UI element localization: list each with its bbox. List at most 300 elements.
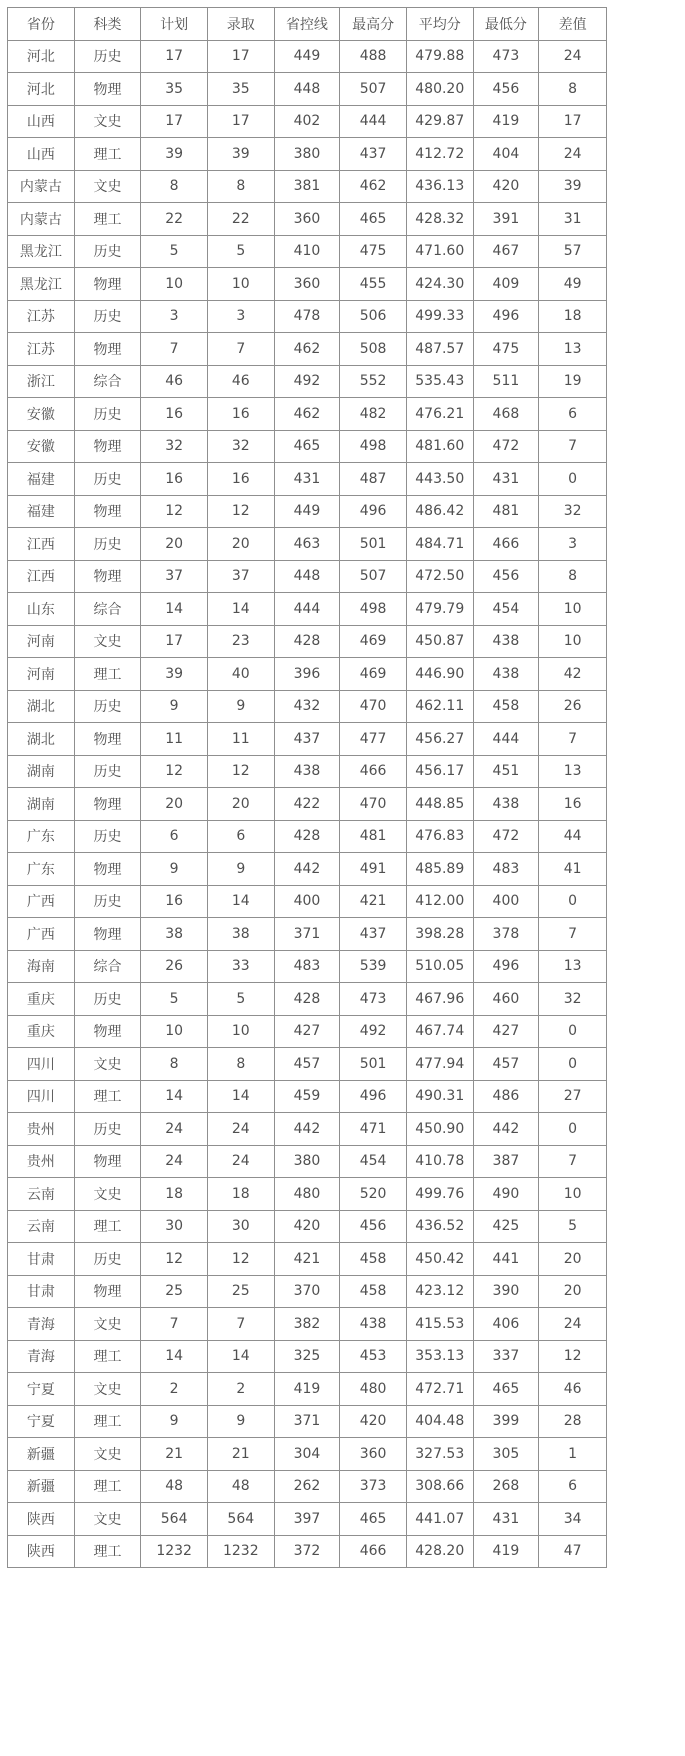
cell-max-score: 477 [340, 723, 407, 756]
cell-subject: 物理 [74, 430, 141, 463]
table-row [8, 1438, 607, 1471]
cell-admitted: 37 [207, 560, 274, 593]
cell-province: 山西 [8, 138, 75, 171]
cell-control-line: 437 [274, 723, 340, 756]
cell-control-line: 492 [274, 365, 340, 398]
cell-province: 四川 [8, 1048, 75, 1081]
cell-difference: 39 [539, 170, 607, 203]
cell-avg-score: 443.50 [406, 463, 473, 496]
cell-difference: 27 [539, 1080, 607, 1113]
table-row [8, 528, 607, 561]
cell-max-score: 491 [340, 853, 407, 886]
cell-control-line: 304 [274, 1438, 340, 1471]
cell-avg-score: 429.87 [406, 105, 473, 138]
cell-subject: 物理 [74, 268, 141, 301]
cell-admitted: 17 [207, 105, 274, 138]
cell-difference: 13 [539, 755, 607, 788]
cell-control-line: 462 [274, 398, 340, 431]
header-province: 省份 [8, 8, 75, 41]
cell-max-score: 507 [340, 560, 407, 593]
cell-control-line: 422 [274, 788, 340, 821]
cell-control-line: 428 [274, 983, 340, 1016]
cell-plan: 22 [141, 203, 208, 236]
cell-control-line: 420 [274, 1210, 340, 1243]
header-plan: 计划 [141, 8, 208, 41]
cell-plan: 17 [141, 40, 208, 73]
cell-admitted: 7 [207, 333, 274, 366]
cell-avg-score: 450.42 [406, 1243, 473, 1276]
cell-avg-score: 412.00 [406, 885, 473, 918]
cell-province: 安徽 [8, 430, 75, 463]
cell-difference: 6 [539, 1470, 607, 1503]
cell-admitted: 9 [207, 690, 274, 723]
cell-province: 贵州 [8, 1113, 75, 1146]
cell-control-line: 428 [274, 820, 340, 853]
cell-plan: 32 [141, 430, 208, 463]
cell-min-score: 472 [473, 430, 539, 463]
cell-control-line: 400 [274, 885, 340, 918]
cell-admitted: 21 [207, 1438, 274, 1471]
cell-min-score: 481 [473, 495, 539, 528]
admission-score-table [7, 7, 607, 1568]
table-row [8, 1373, 607, 1406]
cell-subject: 物理 [74, 560, 141, 593]
cell-plan: 48 [141, 1470, 208, 1503]
cell-min-score: 399 [473, 1405, 539, 1438]
cell-min-score: 458 [473, 690, 539, 723]
cell-max-score: 465 [340, 1503, 407, 1536]
cell-control-line: 372 [274, 1535, 340, 1568]
cell-subject: 历史 [74, 983, 141, 1016]
cell-subject: 历史 [74, 40, 141, 73]
cell-province: 安徽 [8, 398, 75, 431]
cell-max-score: 498 [340, 593, 407, 626]
cell-subject: 文史 [74, 1308, 141, 1341]
cell-plan: 10 [141, 268, 208, 301]
cell-province: 甘肃 [8, 1275, 75, 1308]
table-row [8, 723, 607, 756]
cell-province: 广西 [8, 918, 75, 951]
cell-subject: 文史 [74, 170, 141, 203]
cell-subject: 文史 [74, 1438, 141, 1471]
cell-province: 宁夏 [8, 1405, 75, 1438]
cell-control-line: 402 [274, 105, 340, 138]
cell-avg-score: 308.66 [406, 1470, 473, 1503]
cell-plan: 11 [141, 723, 208, 756]
cell-min-score: 419 [473, 1535, 539, 1568]
cell-max-score: 444 [340, 105, 407, 138]
cell-max-score: 508 [340, 333, 407, 366]
cell-admitted: 14 [207, 593, 274, 626]
table-row [8, 235, 607, 268]
cell-admitted: 18 [207, 1178, 274, 1211]
cell-min-score: 337 [473, 1340, 539, 1373]
cell-province: 海南 [8, 950, 75, 983]
cell-avg-score: 441.07 [406, 1503, 473, 1536]
cell-subject: 物理 [74, 495, 141, 528]
cell-max-score: 501 [340, 528, 407, 561]
cell-admitted: 30 [207, 1210, 274, 1243]
table-row [8, 365, 607, 398]
cell-min-score: 444 [473, 723, 539, 756]
cell-plan: 18 [141, 1178, 208, 1211]
cell-max-score: 470 [340, 788, 407, 821]
cell-avg-score: 499.33 [406, 300, 473, 333]
cell-avg-score: 423.12 [406, 1275, 473, 1308]
cell-plan: 3 [141, 300, 208, 333]
cell-province: 河南 [8, 658, 75, 691]
cell-province: 广东 [8, 853, 75, 886]
cell-control-line: 397 [274, 1503, 340, 1536]
cell-admitted: 24 [207, 1113, 274, 1146]
cell-plan: 2 [141, 1373, 208, 1406]
cell-subject: 物理 [74, 1275, 141, 1308]
cell-difference: 3 [539, 528, 607, 561]
cell-max-score: 469 [340, 658, 407, 691]
cell-admitted: 17 [207, 40, 274, 73]
cell-plan: 35 [141, 73, 208, 106]
cell-difference: 10 [539, 593, 607, 626]
cell-subject: 历史 [74, 463, 141, 496]
cell-admitted: 1232 [207, 1535, 274, 1568]
cell-subject: 理工 [74, 1210, 141, 1243]
cell-plan: 39 [141, 138, 208, 171]
cell-avg-score: 424.30 [406, 268, 473, 301]
cell-max-score: 438 [340, 1308, 407, 1341]
cell-admitted: 23 [207, 625, 274, 658]
cell-control-line: 432 [274, 690, 340, 723]
cell-min-score: 468 [473, 398, 539, 431]
cell-max-score: 507 [340, 73, 407, 106]
cell-plan: 14 [141, 593, 208, 626]
table-row [8, 1145, 607, 1178]
cell-admitted: 20 [207, 528, 274, 561]
cell-province: 湖南 [8, 788, 75, 821]
cell-subject: 物理 [74, 918, 141, 951]
cell-control-line: 449 [274, 40, 340, 73]
cell-min-score: 431 [473, 463, 539, 496]
table-row [8, 788, 607, 821]
cell-min-score: 438 [473, 625, 539, 658]
cell-province: 新疆 [8, 1438, 75, 1471]
cell-avg-score: 412.72 [406, 138, 473, 171]
cell-max-score: 373 [340, 1470, 407, 1503]
header-min-score: 最低分 [473, 8, 539, 41]
cell-min-score: 378 [473, 918, 539, 951]
cell-plan: 16 [141, 463, 208, 496]
cell-avg-score: 410.78 [406, 1145, 473, 1178]
cell-min-score: 465 [473, 1373, 539, 1406]
cell-subject: 理工 [74, 1405, 141, 1438]
cell-max-score: 475 [340, 235, 407, 268]
cell-min-score: 268 [473, 1470, 539, 1503]
cell-avg-score: 535.43 [406, 365, 473, 398]
cell-control-line: 442 [274, 853, 340, 886]
cell-province: 湖北 [8, 723, 75, 756]
cell-control-line: 448 [274, 73, 340, 106]
table-row [8, 1340, 607, 1373]
cell-control-line: 463 [274, 528, 340, 561]
cell-control-line: 371 [274, 1405, 340, 1438]
cell-plan: 1232 [141, 1535, 208, 1568]
cell-avg-score: 404.48 [406, 1405, 473, 1438]
header-admitted: 录取 [207, 8, 274, 41]
cell-control-line: 480 [274, 1178, 340, 1211]
cell-province: 湖南 [8, 755, 75, 788]
cell-province: 河南 [8, 625, 75, 658]
table-row [8, 1308, 607, 1341]
cell-subject: 历史 [74, 398, 141, 431]
cell-province: 江西 [8, 560, 75, 593]
cell-admitted: 20 [207, 788, 274, 821]
cell-difference: 24 [539, 40, 607, 73]
cell-control-line: 396 [274, 658, 340, 691]
cell-subject: 文史 [74, 1048, 141, 1081]
cell-control-line: 410 [274, 235, 340, 268]
table-row [8, 170, 607, 203]
cell-province: 河北 [8, 40, 75, 73]
cell-plan: 38 [141, 918, 208, 951]
cell-subject: 历史 [74, 235, 141, 268]
cell-admitted: 10 [207, 1015, 274, 1048]
table-row [8, 463, 607, 496]
table-row [8, 820, 607, 853]
cell-max-score: 454 [340, 1145, 407, 1178]
cell-difference: 32 [539, 983, 607, 1016]
cell-difference: 57 [539, 235, 607, 268]
cell-max-score: 437 [340, 918, 407, 951]
cell-province: 江苏 [8, 300, 75, 333]
cell-max-score: 466 [340, 755, 407, 788]
cell-min-score: 387 [473, 1145, 539, 1178]
cell-min-score: 451 [473, 755, 539, 788]
table-row [8, 593, 607, 626]
cell-admitted: 8 [207, 1048, 274, 1081]
cell-subject: 理工 [74, 1340, 141, 1373]
cell-avg-score: 450.90 [406, 1113, 473, 1146]
cell-plan: 39 [141, 658, 208, 691]
cell-avg-score: 490.31 [406, 1080, 473, 1113]
cell-province: 内蒙古 [8, 203, 75, 236]
table-row [8, 333, 607, 366]
cell-avg-score: 415.53 [406, 1308, 473, 1341]
cell-control-line: 370 [274, 1275, 340, 1308]
cell-subject: 历史 [74, 1113, 141, 1146]
cell-max-score: 488 [340, 40, 407, 73]
cell-control-line: 442 [274, 1113, 340, 1146]
cell-difference: 47 [539, 1535, 607, 1568]
cell-admitted: 24 [207, 1145, 274, 1178]
table-row [8, 853, 607, 886]
cell-difference: 7 [539, 430, 607, 463]
cell-control-line: 421 [274, 1243, 340, 1276]
cell-plan: 8 [141, 170, 208, 203]
cell-subject: 综合 [74, 950, 141, 983]
cell-subject: 理工 [74, 203, 141, 236]
cell-min-score: 472 [473, 820, 539, 853]
cell-province: 甘肃 [8, 1243, 75, 1276]
cell-difference: 13 [539, 333, 607, 366]
cell-avg-score: 487.57 [406, 333, 473, 366]
cell-admitted: 48 [207, 1470, 274, 1503]
cell-province: 黑龙江 [8, 268, 75, 301]
cell-plan: 5 [141, 983, 208, 1016]
cell-plan: 564 [141, 1503, 208, 1536]
cell-province: 湖北 [8, 690, 75, 723]
table-row [8, 1405, 607, 1438]
cell-plan: 37 [141, 560, 208, 593]
table-row [8, 1015, 607, 1048]
cell-avg-score: 499.76 [406, 1178, 473, 1211]
cell-max-score: 458 [340, 1275, 407, 1308]
cell-admitted: 12 [207, 755, 274, 788]
cell-control-line: 428 [274, 625, 340, 658]
cell-control-line: 457 [274, 1048, 340, 1081]
cell-subject: 理工 [74, 1080, 141, 1113]
cell-max-score: 437 [340, 138, 407, 171]
cell-plan: 9 [141, 853, 208, 886]
cell-difference: 34 [539, 1503, 607, 1536]
cell-max-score: 458 [340, 1243, 407, 1276]
cell-max-score: 498 [340, 430, 407, 463]
cell-avg-score: 467.74 [406, 1015, 473, 1048]
cell-min-score: 404 [473, 138, 539, 171]
cell-avg-score: 481.60 [406, 430, 473, 463]
cell-avg-score: 446.90 [406, 658, 473, 691]
cell-control-line: 438 [274, 755, 340, 788]
cell-difference: 7 [539, 723, 607, 756]
header-avg-score: 平均分 [406, 8, 473, 41]
cell-difference: 13 [539, 950, 607, 983]
cell-subject: 文史 [74, 625, 141, 658]
cell-subject: 历史 [74, 1243, 141, 1276]
cell-avg-score: 486.42 [406, 495, 473, 528]
cell-control-line: 325 [274, 1340, 340, 1373]
cell-admitted: 12 [207, 1243, 274, 1276]
cell-max-score: 481 [340, 820, 407, 853]
cell-plan: 20 [141, 528, 208, 561]
cell-subject: 文史 [74, 1373, 141, 1406]
cell-control-line: 449 [274, 495, 340, 528]
cell-min-score: 406 [473, 1308, 539, 1341]
cell-min-score: 438 [473, 658, 539, 691]
cell-min-score: 442 [473, 1113, 539, 1146]
cell-difference: 49 [539, 268, 607, 301]
cell-admitted: 3 [207, 300, 274, 333]
cell-avg-score: 428.32 [406, 203, 473, 236]
cell-difference: 8 [539, 73, 607, 106]
cell-control-line: 360 [274, 268, 340, 301]
cell-max-score: 462 [340, 170, 407, 203]
table-row [8, 1243, 607, 1276]
cell-admitted: 35 [207, 73, 274, 106]
cell-admitted: 22 [207, 203, 274, 236]
cell-plan: 7 [141, 1308, 208, 1341]
cell-difference: 0 [539, 463, 607, 496]
cell-min-score: 475 [473, 333, 539, 366]
cell-avg-score: 510.05 [406, 950, 473, 983]
cell-plan: 46 [141, 365, 208, 398]
cell-admitted: 12 [207, 495, 274, 528]
cell-min-score: 456 [473, 560, 539, 593]
cell-subject: 物理 [74, 788, 141, 821]
cell-plan: 8 [141, 1048, 208, 1081]
cell-min-score: 466 [473, 528, 539, 561]
cell-admitted: 10 [207, 268, 274, 301]
cell-difference: 42 [539, 658, 607, 691]
cell-province: 广东 [8, 820, 75, 853]
cell-avg-score: 353.13 [406, 1340, 473, 1373]
cell-admitted: 16 [207, 463, 274, 496]
cell-province: 宁夏 [8, 1373, 75, 1406]
header-difference: 差值 [539, 8, 607, 41]
cell-plan: 12 [141, 1243, 208, 1276]
cell-avg-score: 484.71 [406, 528, 473, 561]
cell-difference: 0 [539, 1015, 607, 1048]
cell-subject: 理工 [74, 138, 141, 171]
cell-avg-score: 462.11 [406, 690, 473, 723]
cell-admitted: 8 [207, 170, 274, 203]
cell-difference: 0 [539, 885, 607, 918]
cell-province: 重庆 [8, 1015, 75, 1048]
cell-avg-score: 476.83 [406, 820, 473, 853]
cell-control-line: 483 [274, 950, 340, 983]
cell-avg-score: 398.28 [406, 918, 473, 951]
cell-admitted: 5 [207, 235, 274, 268]
cell-control-line: 431 [274, 463, 340, 496]
cell-subject: 物理 [74, 333, 141, 366]
cell-min-score: 456 [473, 73, 539, 106]
table-row [8, 625, 607, 658]
cell-avg-score: 467.96 [406, 983, 473, 1016]
cell-control-line: 448 [274, 560, 340, 593]
cell-max-score: 471 [340, 1113, 407, 1146]
table-row [8, 885, 607, 918]
cell-max-score: 466 [340, 1535, 407, 1568]
cell-min-score: 425 [473, 1210, 539, 1243]
cell-admitted: 14 [207, 885, 274, 918]
cell-subject: 物理 [74, 73, 141, 106]
cell-difference: 44 [539, 820, 607, 853]
cell-subject: 历史 [74, 528, 141, 561]
cell-province: 江苏 [8, 333, 75, 366]
table-row [8, 1210, 607, 1243]
cell-admitted: 14 [207, 1080, 274, 1113]
cell-control-line: 262 [274, 1470, 340, 1503]
cell-admitted: 9 [207, 853, 274, 886]
cell-plan: 25 [141, 1275, 208, 1308]
table-body [8, 40, 607, 1568]
cell-admitted: 6 [207, 820, 274, 853]
cell-max-score: 456 [340, 1210, 407, 1243]
cell-admitted: 16 [207, 398, 274, 431]
cell-plan: 17 [141, 105, 208, 138]
cell-max-score: 520 [340, 1178, 407, 1211]
cell-avg-score: 472.71 [406, 1373, 473, 1406]
cell-province: 青海 [8, 1308, 75, 1341]
cell-min-score: 490 [473, 1178, 539, 1211]
cell-province: 云南 [8, 1178, 75, 1211]
cell-max-score: 482 [340, 398, 407, 431]
cell-province: 内蒙古 [8, 170, 75, 203]
cell-plan: 9 [141, 690, 208, 723]
cell-avg-score: 485.89 [406, 853, 473, 886]
cell-plan: 20 [141, 788, 208, 821]
table-row [8, 138, 607, 171]
cell-max-score: 501 [340, 1048, 407, 1081]
cell-min-score: 391 [473, 203, 539, 236]
cell-province: 四川 [8, 1080, 75, 1113]
